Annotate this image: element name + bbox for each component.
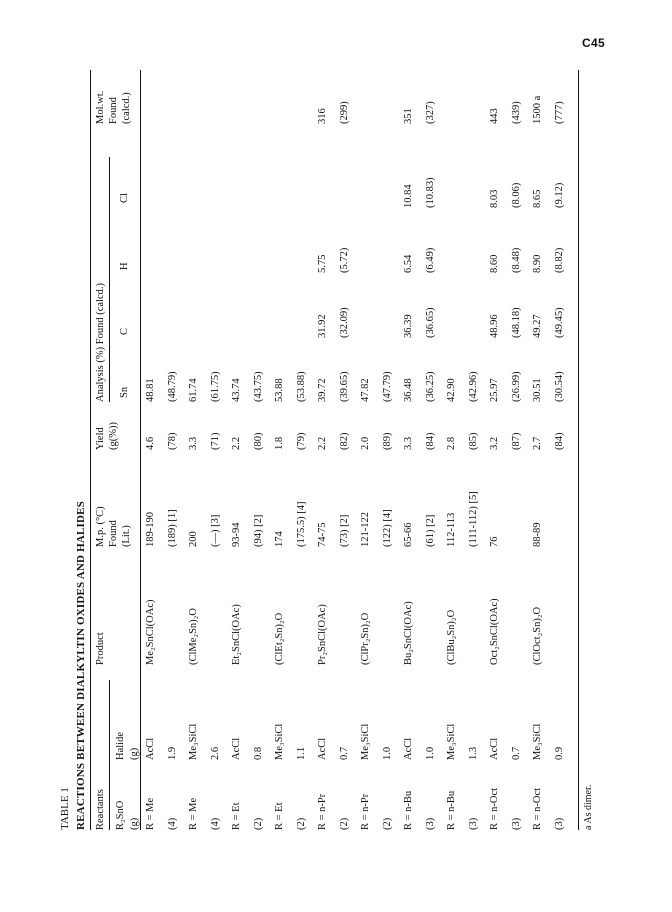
cell-yield: (82) bbox=[338, 432, 350, 450]
cell-sn: (43.75) bbox=[252, 371, 264, 402]
cell-r: R = Me bbox=[188, 797, 199, 830]
cell-sn: 36.48 bbox=[403, 378, 414, 402]
cell-mp: 174 bbox=[274, 531, 285, 547]
cell-r: (3) bbox=[424, 817, 436, 830]
cell-halide: AcCl bbox=[145, 737, 156, 760]
cell-mw: 1500 a bbox=[532, 95, 543, 124]
cell-mp: (111-112) [5] bbox=[467, 491, 479, 547]
cell-r: (3) bbox=[553, 817, 565, 830]
cell-yield: 2.2 bbox=[317, 436, 328, 450]
cell-product: Et₂SnCl(OAc) bbox=[231, 604, 242, 665]
cell-r: (3) bbox=[510, 817, 522, 830]
cell-sn: 30.51 bbox=[532, 378, 543, 402]
cell-mw: 351 bbox=[403, 108, 414, 124]
cell-halide: 0.9 bbox=[553, 746, 565, 760]
cell-yield: (71) bbox=[209, 432, 221, 450]
header-molwt-calcd: (calcd.) bbox=[121, 92, 132, 124]
header-yield: Yield bbox=[95, 427, 106, 450]
cell-mw: (327) bbox=[424, 101, 436, 124]
header-mp-found: Found bbox=[108, 520, 119, 547]
table-row bbox=[189, 70, 202, 830]
cell-product: Bu₂SnCl(OAc) bbox=[403, 601, 414, 665]
cell-mp: (122) [4] bbox=[381, 509, 393, 547]
cell-yield: 2.2 bbox=[231, 436, 242, 450]
table-row bbox=[254, 70, 267, 830]
table-row bbox=[340, 70, 353, 830]
table-row bbox=[275, 70, 288, 830]
table-row bbox=[426, 70, 439, 830]
cell-h: 8.60 bbox=[489, 254, 500, 273]
table-footnote: a As dimer. bbox=[583, 784, 594, 830]
cell-c: 36.39 bbox=[403, 314, 414, 338]
cell-yield: 3.3 bbox=[403, 436, 414, 450]
header-yield-unit: (g(%)) bbox=[108, 422, 119, 450]
cell-mp: (175.5) [4] bbox=[295, 501, 307, 547]
header-c: C bbox=[119, 327, 130, 335]
cell-halide: 1.1 bbox=[295, 746, 307, 760]
cell-mp: 76 bbox=[489, 536, 500, 547]
cell-sn: (42.96) bbox=[467, 371, 479, 402]
cell-sn: 61.74 bbox=[188, 378, 199, 402]
cell-yield: 1.8 bbox=[274, 436, 285, 450]
cell-halide: AcCl bbox=[317, 737, 328, 760]
cell-sn: (61.75) bbox=[209, 371, 221, 402]
table-row bbox=[297, 70, 310, 830]
cell-sn: (36.25) bbox=[424, 371, 436, 402]
cell-halide: AcCl bbox=[403, 737, 414, 760]
cell-mp: 65-66 bbox=[403, 522, 414, 547]
cell-product: (ClEt₂Sn)₂O bbox=[274, 612, 285, 665]
cell-sn: 43.74 bbox=[231, 378, 242, 402]
cell-mp: 112-113 bbox=[446, 512, 457, 547]
top-rule bbox=[90, 70, 91, 830]
cell-r: (2) bbox=[295, 817, 307, 830]
cell-mp: (73) [2] bbox=[338, 514, 350, 547]
reactants-underline bbox=[109, 680, 110, 830]
analysis-underline bbox=[109, 157, 110, 402]
cell-sn: (48.79) bbox=[166, 371, 178, 402]
cell-halide: Me₃SiCl bbox=[360, 723, 371, 760]
cell-halide: 0.8 bbox=[252, 746, 264, 760]
header-molwt: Mol.wt. bbox=[95, 90, 106, 124]
cell-cl: 8.03 bbox=[489, 189, 500, 208]
table-row bbox=[555, 70, 568, 830]
header-halide-unit: (g) bbox=[129, 747, 140, 760]
cell-c: 49.27 bbox=[532, 314, 543, 338]
table-row bbox=[512, 70, 525, 830]
cell-mw: (777) bbox=[553, 101, 565, 124]
header-reactants: Reactants bbox=[95, 789, 106, 830]
cell-r: R = n-Pr bbox=[360, 793, 371, 830]
cell-mp: (94) [2] bbox=[252, 514, 264, 547]
table-row bbox=[533, 70, 546, 830]
table-row bbox=[232, 70, 245, 830]
cell-halide: 0.7 bbox=[510, 746, 522, 760]
cell-mp: 93-94 bbox=[231, 522, 242, 547]
header-molwt-found: Found bbox=[108, 97, 119, 124]
cell-cl: (8.06) bbox=[510, 182, 522, 208]
cell-mp: 189-190 bbox=[145, 512, 156, 547]
cell-cl: 8.65 bbox=[532, 189, 543, 208]
cell-yield: (80) bbox=[252, 432, 264, 450]
cell-c: (48.18) bbox=[510, 307, 522, 338]
header-mp-lit: (Lit.) bbox=[121, 525, 132, 547]
cell-c: 31.92 bbox=[317, 314, 328, 338]
header-halide: Halide bbox=[115, 732, 126, 760]
cell-sn: 25.97 bbox=[489, 378, 500, 402]
cell-h: (8.48) bbox=[510, 247, 522, 273]
cell-halide: Me₃SiCl bbox=[532, 723, 543, 760]
cell-mp: (189) [1] bbox=[166, 509, 178, 547]
cell-halide: 2.6 bbox=[209, 746, 221, 760]
cell-r: R = n-Bu bbox=[403, 790, 414, 830]
cell-sn: 47.82 bbox=[360, 378, 371, 402]
header-analysis: Analysis (%) Found (calcd.) bbox=[95, 283, 106, 402]
cell-mp: 200 bbox=[188, 531, 199, 547]
cell-sn: (47.79) bbox=[381, 371, 393, 402]
cell-r: (4) bbox=[209, 817, 221, 830]
cell-mw: (439) bbox=[510, 101, 522, 124]
table-row bbox=[383, 70, 396, 830]
cell-product: (ClPr₂Sn)₂O bbox=[360, 612, 371, 665]
header-cl: Cl bbox=[119, 193, 130, 203]
cell-sn: (30.54) bbox=[553, 371, 565, 402]
cell-yield: (84) bbox=[424, 432, 436, 450]
cell-halide: Me₃SiCl bbox=[446, 723, 457, 760]
header-mp: M.p. (°C) bbox=[95, 506, 106, 547]
cell-r: R = Me bbox=[145, 797, 156, 830]
cell-halide: Me₃SiCl bbox=[274, 723, 285, 760]
table-row bbox=[146, 70, 159, 830]
cell-h: 5.75 bbox=[317, 254, 328, 273]
cell-r: R = n-Bu bbox=[446, 790, 457, 830]
table-row bbox=[168, 70, 181, 830]
cell-r: (3) bbox=[467, 817, 479, 830]
cell-r: R = n-Oct bbox=[489, 787, 500, 830]
table-row bbox=[469, 70, 482, 830]
cell-halide: 0.7 bbox=[338, 746, 350, 760]
page-code: C45 bbox=[582, 36, 605, 50]
cell-h: 8.90 bbox=[532, 254, 543, 273]
cell-c: (49.45) bbox=[553, 307, 565, 338]
cell-yield: 2.7 bbox=[532, 436, 543, 450]
cell-sn: (26.99) bbox=[510, 371, 522, 402]
cell-product: (ClBu₂Sn)₂O bbox=[446, 609, 457, 665]
cell-r: (4) bbox=[166, 817, 178, 830]
cell-sn: 42.90 bbox=[446, 378, 457, 402]
header-r2sno-unit: (g) bbox=[129, 817, 140, 830]
table-row bbox=[361, 70, 374, 830]
cell-cl: 10.84 bbox=[403, 184, 414, 208]
header-sn: Sn bbox=[119, 386, 130, 398]
cell-yield: (78) bbox=[166, 432, 178, 450]
cell-h: (5.72) bbox=[338, 247, 350, 273]
table-row bbox=[447, 70, 460, 830]
cell-yield: (89) bbox=[381, 432, 393, 450]
cell-yield: (87) bbox=[510, 432, 522, 450]
cell-mp: (61) [2] bbox=[424, 514, 436, 547]
cell-yield: (84) bbox=[553, 432, 565, 450]
cell-halide: 1.9 bbox=[166, 746, 178, 760]
table-row bbox=[404, 70, 417, 830]
header-product: Product bbox=[95, 632, 106, 665]
cell-yield: 3.3 bbox=[188, 436, 199, 450]
cell-mp: 121-122 bbox=[360, 512, 371, 547]
cell-h: (6.49) bbox=[424, 247, 436, 273]
cell-mw: 316 bbox=[317, 108, 328, 124]
cell-r: R = Et bbox=[274, 802, 285, 830]
cell-halide: AcCl bbox=[489, 737, 500, 760]
cell-r: R = n-Oct bbox=[532, 787, 543, 830]
cell-yield: (79) bbox=[295, 432, 307, 450]
cell-yield: 4.6 bbox=[145, 436, 156, 450]
cell-halide: 1.3 bbox=[467, 746, 479, 760]
header-h: H bbox=[119, 262, 130, 270]
cell-sn: 48.81 bbox=[145, 378, 156, 402]
cell-product: Me₂SnCl(OAc) bbox=[145, 599, 156, 665]
cell-halide: 1.0 bbox=[424, 746, 436, 760]
rotated-table bbox=[60, 70, 600, 830]
table-caption: TABLE 1 bbox=[59, 787, 71, 830]
cell-yield: (85) bbox=[467, 432, 479, 450]
cell-cl: (10.83) bbox=[424, 177, 436, 208]
cell-mp: (—) [3] bbox=[209, 514, 221, 547]
table-title: REACTIONS BETWEEN DIALKYLTIN OXIDES AND HALIDES bbox=[75, 501, 87, 830]
cell-r: R = Et bbox=[231, 802, 242, 830]
cell-sn: (53.88) bbox=[295, 371, 307, 402]
cell-product: (ClOct₂Sn)₂O bbox=[532, 606, 543, 665]
cell-c: (32.09) bbox=[338, 307, 350, 338]
cell-halide: 1.0 bbox=[381, 746, 393, 760]
cell-yield: 2.8 bbox=[446, 436, 457, 450]
cell-c: 48.96 bbox=[489, 314, 500, 338]
cell-cl: (9.12) bbox=[553, 182, 565, 208]
cell-mw: 443 bbox=[489, 108, 500, 124]
cell-c: (36.65) bbox=[424, 307, 436, 338]
cell-product: Pr₂SnCl(OAc) bbox=[317, 604, 328, 665]
cell-h: 6.54 bbox=[403, 254, 414, 273]
header-r2sno: R₂SnO bbox=[115, 800, 126, 830]
table-row bbox=[318, 70, 331, 830]
cell-mw: (299) bbox=[338, 101, 350, 124]
table-row bbox=[490, 70, 503, 830]
cell-r: (2) bbox=[252, 817, 264, 830]
bottom-rule bbox=[578, 70, 579, 830]
cell-r: (2) bbox=[381, 817, 393, 830]
cell-product: (ClMe₂Sn)₂O bbox=[188, 608, 199, 665]
header-rule bbox=[140, 70, 141, 830]
cell-product: Oct₂SnCl(OAc) bbox=[489, 598, 500, 665]
cell-mp: 74-75 bbox=[317, 522, 328, 547]
cell-sn: 53.88 bbox=[274, 378, 285, 402]
cell-halide: Me₃SiCl bbox=[188, 723, 199, 760]
table-row bbox=[211, 70, 224, 830]
cell-sn: (39.65) bbox=[338, 371, 350, 402]
cell-h: (8.82) bbox=[553, 247, 565, 273]
cell-r: R = n-Pr bbox=[317, 793, 328, 830]
cell-yield: 3.2 bbox=[489, 436, 500, 450]
cell-halide: AcCl bbox=[231, 737, 242, 760]
cell-sn: 39.72 bbox=[317, 378, 328, 402]
cell-r: (2) bbox=[338, 817, 350, 830]
cell-mp: 88-89 bbox=[532, 522, 543, 547]
cell-yield: 2.0 bbox=[360, 436, 371, 450]
